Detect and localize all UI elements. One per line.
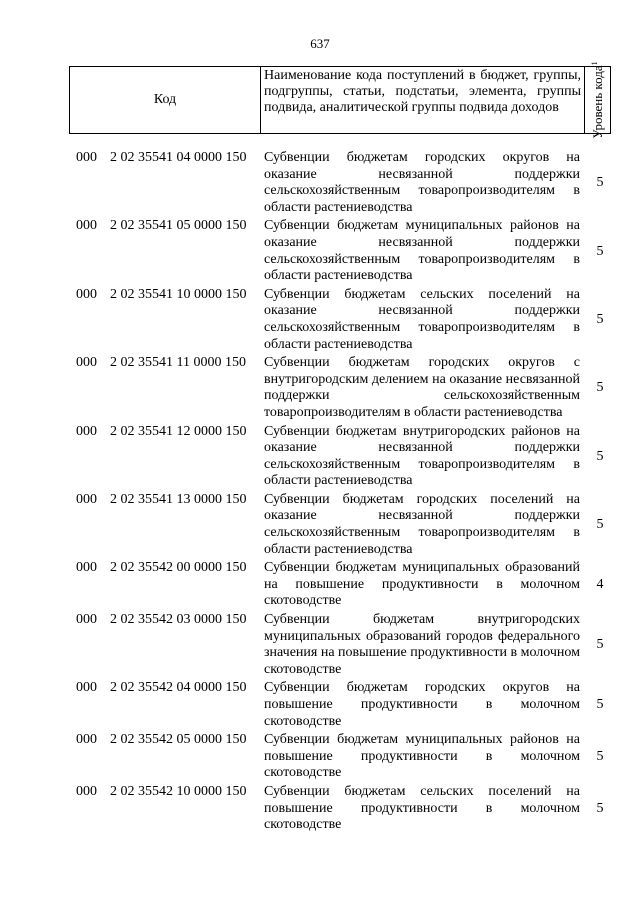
row-admin-code: 000 <box>76 680 97 696</box>
header-level-cell <box>585 61 610 139</box>
row-name: Субвенции бюджетам муниципальных районов на повышение продуктивности в молочном скотоводстве <box>264 732 580 781</box>
row-revenue-code: 2 02 35542 00 0000 150 <box>110 560 247 576</box>
row-admin-code: 000 <box>76 612 97 628</box>
row-revenue-code: 2 02 35542 03 0000 150 <box>110 612 247 628</box>
table-header <box>69 61 611 139</box>
header-name-cell <box>261 67 585 133</box>
row-level: 5 <box>596 517 604 533</box>
row-level: 5 <box>596 380 604 396</box>
row-revenue-code: 2 02 35541 10 0000 150 <box>110 286 247 302</box>
table-row <box>0 612 640 678</box>
header-level-text <box>589 61 605 138</box>
row-level: 5 <box>596 175 604 191</box>
row-level: 5 <box>596 749 604 765</box>
table-row <box>0 492 640 558</box>
row-revenue-code: 2 02 35541 13 0000 150 <box>110 491 247 507</box>
row-revenue-code: 2 02 35542 04 0000 150 <box>110 680 247 696</box>
table-row <box>0 287 640 353</box>
table-row <box>0 560 640 610</box>
table-row <box>0 355 640 421</box>
row-admin-code: 000 <box>76 150 97 165</box>
row-level: 5 <box>596 243 604 259</box>
row-admin-code: 000 <box>76 423 97 439</box>
header-level-label: Уровень кода <box>589 65 605 139</box>
row-admin-code: 000 <box>76 560 97 576</box>
row-revenue-code: 2 02 35541 12 0000 150 <box>110 423 247 439</box>
row-name: Субвенции бюджетам городских округов на оказание несвязанной поддержки сельскохозяйственным товаропроизводителям в области растениеводства <box>264 150 580 215</box>
row-level: 5 <box>596 311 604 327</box>
table-row <box>0 218 640 284</box>
row-revenue-code: 2 02 35541 05 0000 150 <box>110 218 247 234</box>
row-revenue-code: 2 02 35542 10 0000 150 <box>110 783 247 799</box>
row-revenue-code: 2 02 35542 05 0000 150 <box>110 732 247 748</box>
row-name: Субвенции бюджетам внутригородских районов на оказание несвязанной поддержки сельскохозяйственным товаропроизводителям в области растениеводства <box>264 423 580 489</box>
row-name: Субвенции бюджетам сельских поселений на оказание несвязанной поддержки сельскохозяйственным товаропроизводителям в области растениеводства <box>264 286 580 352</box>
table-row <box>0 150 640 216</box>
row-name: Субвенции бюджетам городских поселений на оказание несвязанной поддержки сельскохозяйственным товаропроизводителям в области растениеводства <box>264 491 580 557</box>
row-admin-code: 000 <box>76 491 97 507</box>
table-row <box>0 784 640 834</box>
header-name-label: Наименование кода поступлений в бюджет, группы, подгруппы, статьи, подстатьи, элемента, группы подвида, аналитической группы подвида доходов <box>264 68 581 115</box>
row-level: 5 <box>596 697 604 713</box>
row-level: 4 <box>596 577 604 593</box>
header-level-footnote: 1 <box>589 61 599 66</box>
header-code-cell <box>70 67 261 133</box>
table-row <box>0 424 640 490</box>
row-name: Субвенции бюджетам внутригородских муниципальных образований городов федерального значения на повышение продуктивности в молочном скотоводстве <box>264 612 581 677</box>
row-level: 5 <box>596 448 604 464</box>
row-admin-code: 000 <box>76 783 97 799</box>
page-number: 637 <box>310 36 330 51</box>
table-row <box>0 732 640 782</box>
row-name: Субвенции бюджетам городских округов на повышение продуктивности в молочном скотоводстве <box>264 680 580 729</box>
row-admin-code: 000 <box>76 732 97 748</box>
row-admin-code: 000 <box>76 218 97 234</box>
row-level: 5 <box>596 637 604 653</box>
row-name: Субвенции бюджетам муниципальных районов на оказание несвязанной поддержки сельскохозяйственным товаропроизводителям в области растениеводства <box>264 218 580 284</box>
row-admin-code: 000 <box>76 286 97 302</box>
row-level: 5 <box>596 800 604 816</box>
header-code-label: Код <box>153 92 177 107</box>
row-revenue-code: 2 02 35541 11 0000 150 <box>110 355 246 371</box>
row-admin-code: 000 <box>76 355 97 371</box>
row-revenue-code: 2 02 35541 04 0000 150 <box>110 150 247 165</box>
table-row <box>0 680 640 730</box>
row-name: Субвенции бюджетам городских округов с внутригородским делением на оказание несвязанной поддержки сельскохозяйственным товаропроизводителям в области растениеводства <box>264 355 580 420</box>
table-body <box>0 150 640 836</box>
row-name: Субвенции бюджетам сельских поселений на повышение продуктивности в молочном скотоводстве <box>264 783 580 833</box>
row-name: Субвенции бюджетам муниципальных образований на повышение продуктивности в молочном скотоводстве <box>264 560 580 609</box>
